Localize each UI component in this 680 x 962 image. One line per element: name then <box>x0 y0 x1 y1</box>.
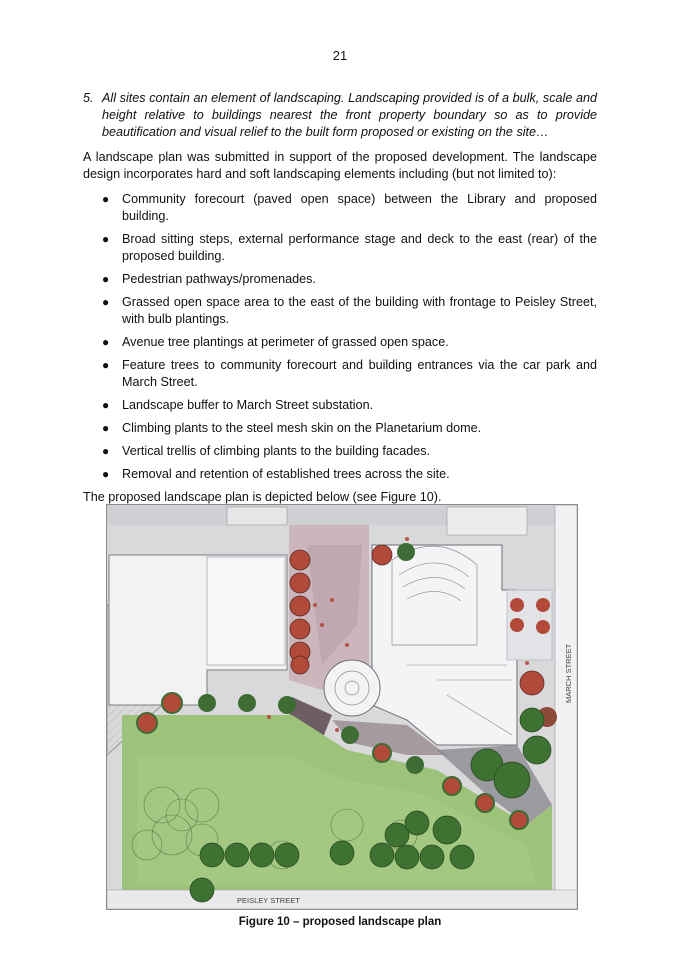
figure-caption: Figure 10 – proposed landscape plan <box>238 916 442 928</box>
bullet-icon: ● <box>102 192 110 206</box>
landscaping-elements-list <box>83 191 597 483</box>
peisley-street <box>107 890 577 909</box>
criterion-number: 5. <box>83 91 94 105</box>
bullet-icon: ● <box>102 421 110 435</box>
march-street-label: MARCH STREET <box>564 643 573 703</box>
numbered-criterion <box>83 90 597 141</box>
bullet-icon: ● <box>102 467 110 481</box>
criterion-text: All sites contain an element of landscaping. Landscaping provided is of a bulk, scale and height relative to buildings nearest the front property boundary so as to provide beautification and visual relief to the built form proposed or existing on the site… <box>102 91 597 139</box>
list-item: ● Pedestrian pathways/promenades. <box>83 271 597 288</box>
list-item: ● Avenue tree plantings at perimeter of grassed open space. <box>83 334 597 351</box>
body-text <box>83 90 597 514</box>
list-item: ● Community forecourt (paved open space) between the Library and proposed building. <box>83 191 597 225</box>
figure-intro: The proposed landscape plan is depicted below (see Figure 10). <box>83 490 442 504</box>
neighbour-building <box>227 507 287 525</box>
landscape-plan-figure <box>106 504 578 910</box>
planetarium-dome <box>324 660 380 716</box>
bullet-icon: ● <box>102 444 110 458</box>
bullet-icon: ● <box>102 398 110 412</box>
landscape-plan-drawing <box>107 505 577 909</box>
library-wing <box>207 557 285 665</box>
bullet-icon: ● <box>102 358 110 372</box>
bullet-icon: ● <box>102 272 110 286</box>
march-street <box>555 505 577 909</box>
bullet-icon: ● <box>102 335 110 349</box>
peisley-street-label: PEISLEY STREET <box>237 896 300 905</box>
list-item: ● Landscape buffer to March Street substation. <box>83 397 597 414</box>
list-item: ● Climbing plants to the steel mesh skin on the Planetarium dome. <box>83 420 597 437</box>
page-number: 21 <box>332 48 348 63</box>
intro-paragraph: A landscape plan was submitted in support of the proposed development. The landscape design incorporates hard and soft landscaping elements including (but not limited to): <box>83 150 597 181</box>
list-item: ● Grassed open space area to the east of the building with frontage to Peisley Street, with bulb plantings. <box>83 294 597 328</box>
bullet-icon: ● <box>102 295 110 309</box>
neighbour-building <box>447 507 527 535</box>
bullet-icon: ● <box>102 232 110 246</box>
list-item: ● Feature trees to community forecourt and building entrances via the car park and March Street. <box>83 357 597 391</box>
list-item: ● Removal and retention of established trees across the site. <box>83 466 597 483</box>
list-item: ● Vertical trellis of climbing plants to the building facades. <box>83 443 597 460</box>
list-item: ● Broad sitting steps, external performance stage and deck to the east (rear) of the proposed building. <box>83 231 597 265</box>
